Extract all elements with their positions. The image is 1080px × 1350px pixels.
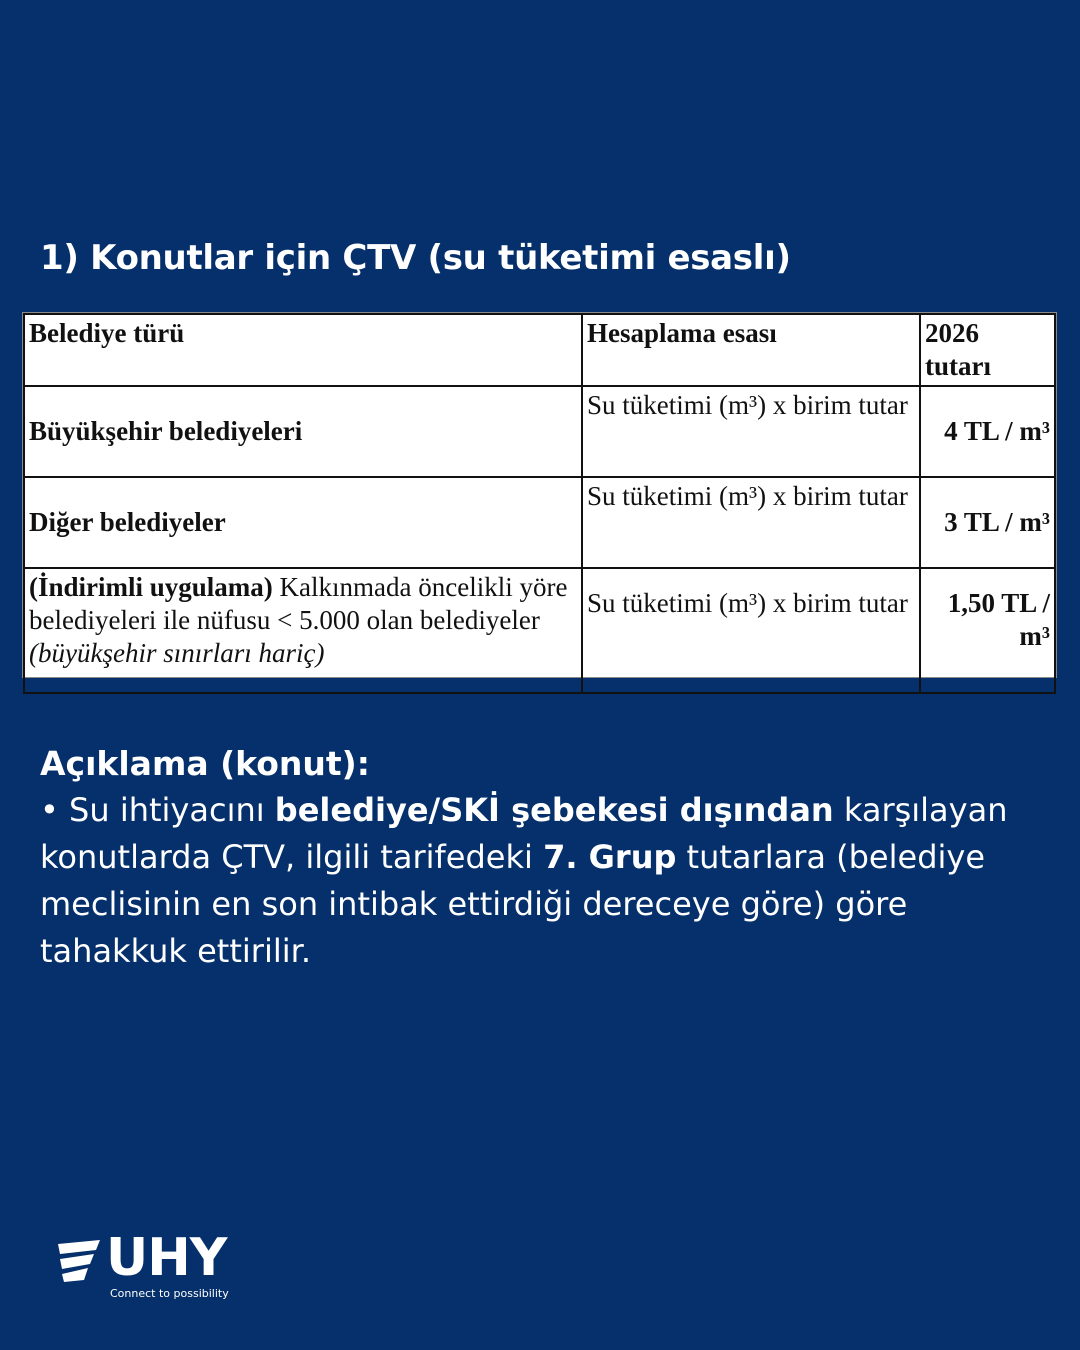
brand-logo [56, 1228, 256, 1306]
row-amount-cell: 3 TL / m³ [920, 477, 1055, 568]
explanation-emphasis: 7. Grup [543, 838, 677, 876]
brand-name: UHY [106, 1228, 227, 1288]
column-header-basis: Hesaplama esası [582, 314, 920, 386]
row-type-cell [24, 568, 582, 693]
row-basis-cell: Su tüketimi (m³) x birim tutar [582, 477, 920, 568]
table-row [24, 477, 1055, 568]
row-basis-cell: Su tüketimi (m³) x birim tutar [582, 386, 920, 477]
row-amount-cell: 4 TL / m³ [920, 386, 1055, 477]
row-type-emphasis: (İndirimli uygulama) [29, 572, 273, 602]
column-header-type: Belediye türü [24, 314, 582, 386]
section-heading: 1) Konutlar için ÇTV (su tüketimi esaslı) [40, 238, 791, 278]
tariff-table [22, 312, 1057, 678]
explanation-text [40, 787, 1040, 975]
table-row [24, 386, 1055, 477]
brand-tagline: Connect to possibility [110, 1287, 229, 1300]
table-header-row [24, 314, 1055, 386]
row-type-note: (büyükşehir sınırları hariç) [29, 638, 325, 668]
row-basis-cell: Su tüketimi (m³) x birim tutar [582, 568, 920, 693]
explanation-block [40, 740, 1040, 975]
table-row [24, 568, 1055, 693]
row-type-cell: Büyükşehir belediyeleri [24, 386, 582, 477]
bullet-glyph: • [40, 791, 59, 829]
row-amount-cell: 1,50 TL / m³ [920, 568, 1055, 693]
row-type-text: Kalkınmada öncelikli yöre belediyeleri ile nüfusu < 5.000 olan belediyeler [29, 572, 568, 635]
tariff-table-grid [23, 313, 1056, 694]
row-type-cell: Diğer belediyeler [24, 477, 582, 568]
column-header-amount: 2026 tutarı [920, 314, 1055, 386]
explanation-text-part: tutarlara (belediye meclisinin en son intibak ettirdiği dereceye göre) göre tahakkuk ettirilir. [40, 838, 986, 970]
explanation-text-part: karşılayan konutlarda ÇTV, ilgili tarifedeki [40, 791, 1008, 876]
uhy-swoosh-icon [56, 1238, 102, 1284]
explanation-text-part: Su ihtiyacını [69, 791, 275, 829]
explanation-title: Açıklama (konut): [40, 744, 370, 783]
explanation-emphasis: belediye/SKİ şebekesi dışından [274, 791, 834, 829]
